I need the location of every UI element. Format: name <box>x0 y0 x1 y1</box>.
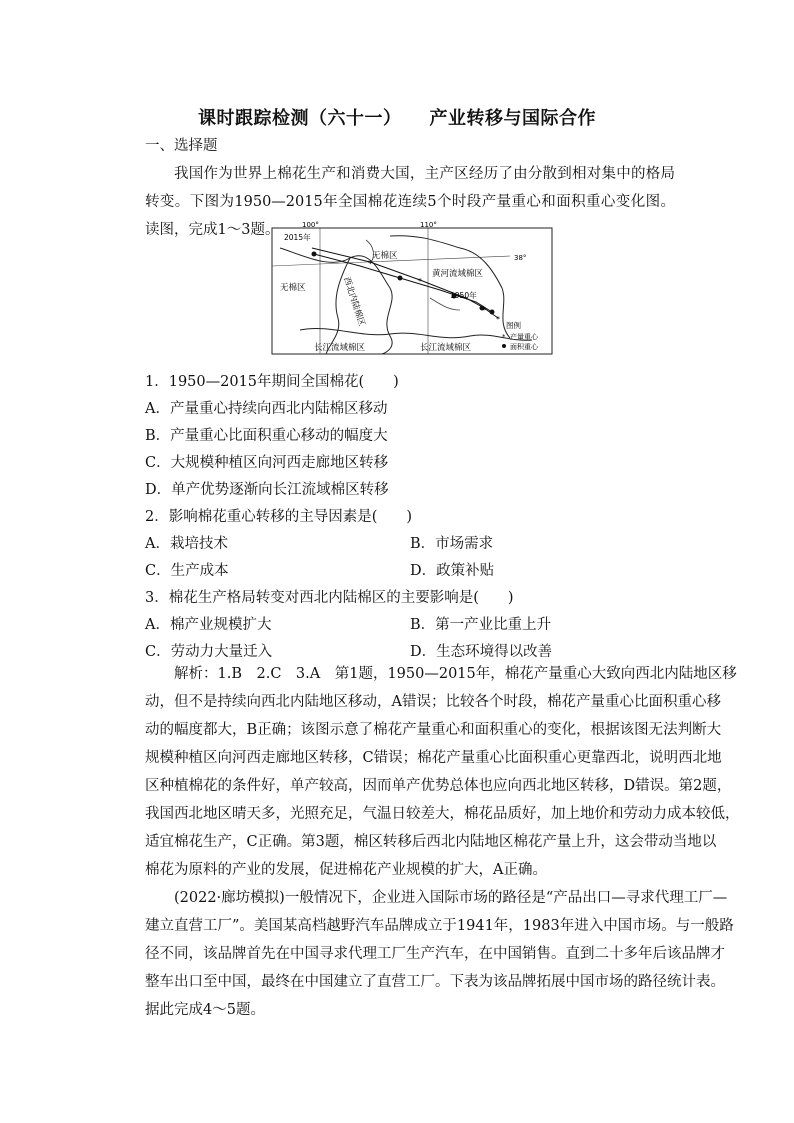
passage-line: (2022·廊坊模拟)一般情况下，企业进入国际市场的路径是“产品出口—寻求代理工厂— <box>174 890 728 906</box>
area-center-track <box>314 254 492 312</box>
title-main: 课时跟踪检测（六十一） <box>198 108 402 129</box>
question-2-option-b: B．市场需求 <box>410 536 494 552</box>
title-sub: 产业转移与国际合作 <box>429 108 596 129</box>
label-lon100: 100° <box>302 221 319 229</box>
question-1-option-a: A．产量重心持续向西北内陆棉区移动 <box>145 401 388 417</box>
legend-prod-label: 产量重心 <box>510 333 538 341</box>
answer-line: 适宜棉花生产，C正确。第3题，棉区转移后西北内陆地区棉花产量上升，这会带动当地以 <box>145 834 717 850</box>
boundary-west <box>326 258 350 354</box>
label-no-cotton-1: 无棉区 <box>372 251 398 261</box>
answer-line: 我国西北地区晴天多，光照充足，气温日较差大，棉花品质好，加上地价和劳动力成本较低， <box>145 806 740 822</box>
area-center-point <box>312 252 317 257</box>
answer-line: 解析：1.B 2.C 3.A 第1题，1950—2015年，棉花产量重心大致向西北内陆地区移 <box>174 666 737 682</box>
intro-paragraph: 我国作为世界上棉花生产和消费大国，主产区经历了由分散到相对集中的格局转变。下图为1950—2015年全国棉花连续5个时段产量重心和面积重心变化图。读图，完成1～3题。 <box>145 166 675 238</box>
passage-line: 整车出口至中国，最终在中国建立了直营工厂。下表为该品牌拓展中国市场的路径统计表。 <box>145 974 725 990</box>
legend-area-symbol <box>502 344 506 348</box>
area-center-point <box>490 310 495 315</box>
label-yangtze-1: 长江流域棉区 <box>314 343 366 353</box>
question-2-option-a: A．栽培技术 <box>145 536 228 552</box>
label-yangtze-2: 长江流域棉区 <box>420 343 472 353</box>
legend-area-label: 面积重心 <box>510 343 538 351</box>
passage-line: 径不同，该品牌首先在中国寻求代理工厂生产汽车，在中国销售。直到二十多年后该品牌才 <box>145 946 725 962</box>
question-3-option-b: B．第一产业比重上升 <box>410 617 552 633</box>
answer-line: 动的幅度都大，B正确；该图示意了棉花产量重心和面积重心的变化，根据该图无法判断大 <box>145 722 722 738</box>
passage-line: 据此完成4～5题。 <box>145 1002 265 1018</box>
production-center-point: * <box>482 306 486 315</box>
question-1-option-b: B．产量重心比面积重心移动的幅度大 <box>145 428 388 444</box>
label-lon110: 110° <box>420 221 437 229</box>
question-1-stem: 1．1950—2015年期间全国棉花( ) <box>145 374 399 390</box>
passage-line: 建立直营工厂”。美国某高档越野汽车品牌成立于1941年，1983年进入中国市场。与一般路 <box>145 918 734 934</box>
question-2-stem: 2．影响棉花重心转移的主导因素是( ) <box>145 509 413 525</box>
legend-title: 图例 <box>506 321 521 330</box>
question-3-option-a: A．棉产业规模扩大 <box>145 617 272 633</box>
label-northwest: 西北内陆棉区 <box>341 275 367 328</box>
answer-line: 规模种植区向河西走廊地区转移，C错误；棉花产量重心比面积重心更靠西北，说明西北地 <box>145 750 722 766</box>
question-1-option-c: C．大规模种植区向河西走廊地区转移 <box>145 455 389 471</box>
label-no-cotton-2: 无棉区 <box>280 283 306 293</box>
question-3-option-c: C．劳动力大量迁入 <box>145 644 273 660</box>
section-heading: 一、选择题 <box>145 138 218 154</box>
label-1950: 1950年 <box>450 291 477 300</box>
boundary-yellow-river <box>390 236 510 338</box>
label-yellow-river: 黄河流域棉区 <box>432 269 484 279</box>
cotton-center-map <box>270 218 554 356</box>
answer-line: 区种植棉花的条件好，单产较高，因而单产优势总体也应向西北地区转移，D错误。第2题， <box>145 778 732 794</box>
production-center-point: * <box>368 259 372 268</box>
label-2015: 2015年 <box>284 233 311 242</box>
area-center-point <box>398 276 403 281</box>
production-center-point: * <box>418 277 422 286</box>
question-1-option-d: D．单产优势逐渐向长江流域棉区转移 <box>145 482 389 498</box>
question-3-option-d: D．生态环境得以改善 <box>410 644 553 660</box>
answer-line: 棉花为原料的产业的发展，促进棉花产业规模的扩大，A正确。 <box>145 862 547 878</box>
question-3-stem: 3．棉花生产格局转变对西北内陆棉区的主要影响是( ) <box>145 590 514 606</box>
label-lat38: 38° <box>514 254 527 262</box>
question-2-option-c: C．生产成本 <box>145 563 229 579</box>
page-title <box>0 104 794 130</box>
legend-prod-symbol: * <box>502 333 506 341</box>
answer-line: 动，但不是持续向西北内陆地区移动，A错误；比较各个时段，棉花产量重心比面积重心移 <box>145 694 721 710</box>
production-center-point: * <box>496 315 500 324</box>
question-2-option-d: D．政策补贴 <box>410 563 495 579</box>
